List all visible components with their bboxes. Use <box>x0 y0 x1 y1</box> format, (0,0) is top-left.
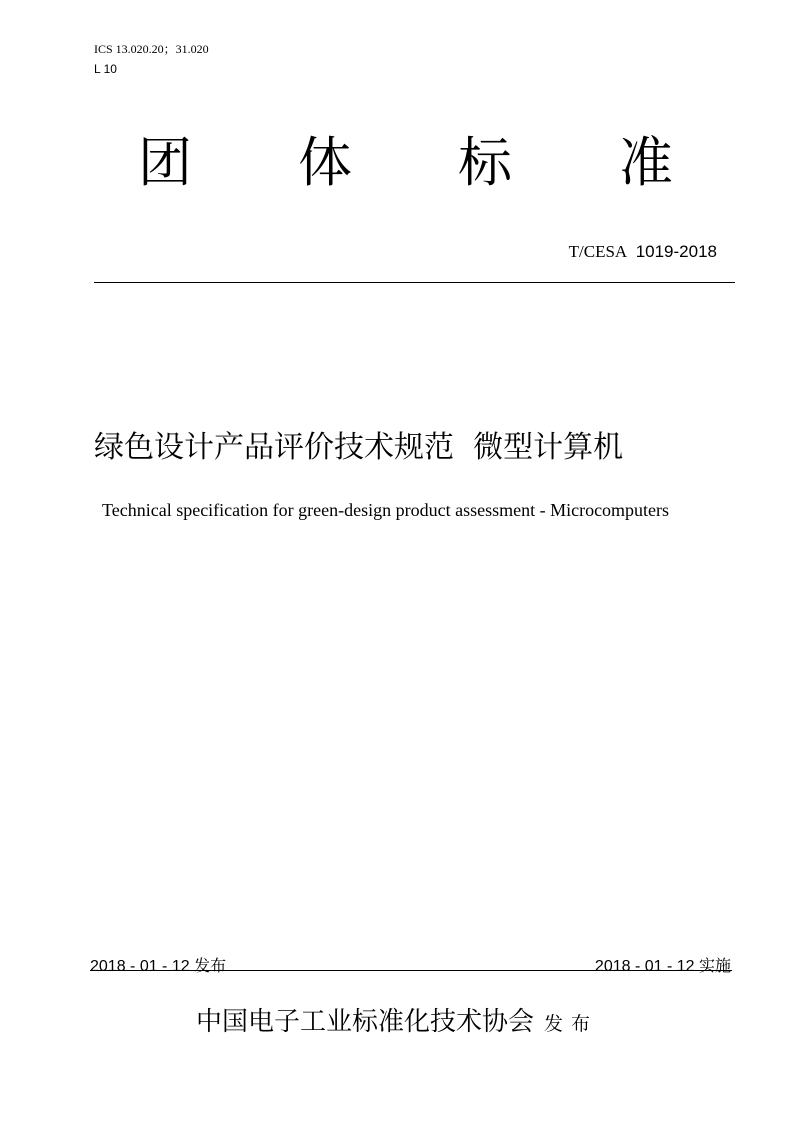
publisher-name: 中国电子工业标准化技术协会 <box>196 1007 535 1037</box>
header-divider <box>94 282 735 283</box>
document-number <box>569 242 717 262</box>
footer-divider <box>90 970 732 971</box>
standard-type-char-3: 标 <box>458 131 512 194</box>
ics-code: ICS 13.020.20；31.020 <box>94 42 209 56</box>
document-number-prefix: T/CESA <box>568 242 628 261</box>
title-chinese: 绿色设计产品评价技术规范 微型计算机 <box>94 430 624 465</box>
publisher <box>196 1004 598 1042</box>
document-number-value: 1019-2018 <box>635 242 717 261</box>
standard-type-char-4: 准 <box>619 131 673 194</box>
classification-code: L 10 <box>94 62 117 76</box>
publish-date: 2018 - 01 - 12 发布 <box>90 958 227 975</box>
title-english: Technical specification for green-design product assessment - Microcomputers <box>102 500 670 520</box>
standard-type-char-1: 团 <box>138 131 192 194</box>
standard-type-char-2: 体 <box>298 131 352 194</box>
publisher-suffix: 发布 <box>544 1013 599 1035</box>
implement-date: 2018 - 01 - 12 实施 <box>594 958 731 975</box>
